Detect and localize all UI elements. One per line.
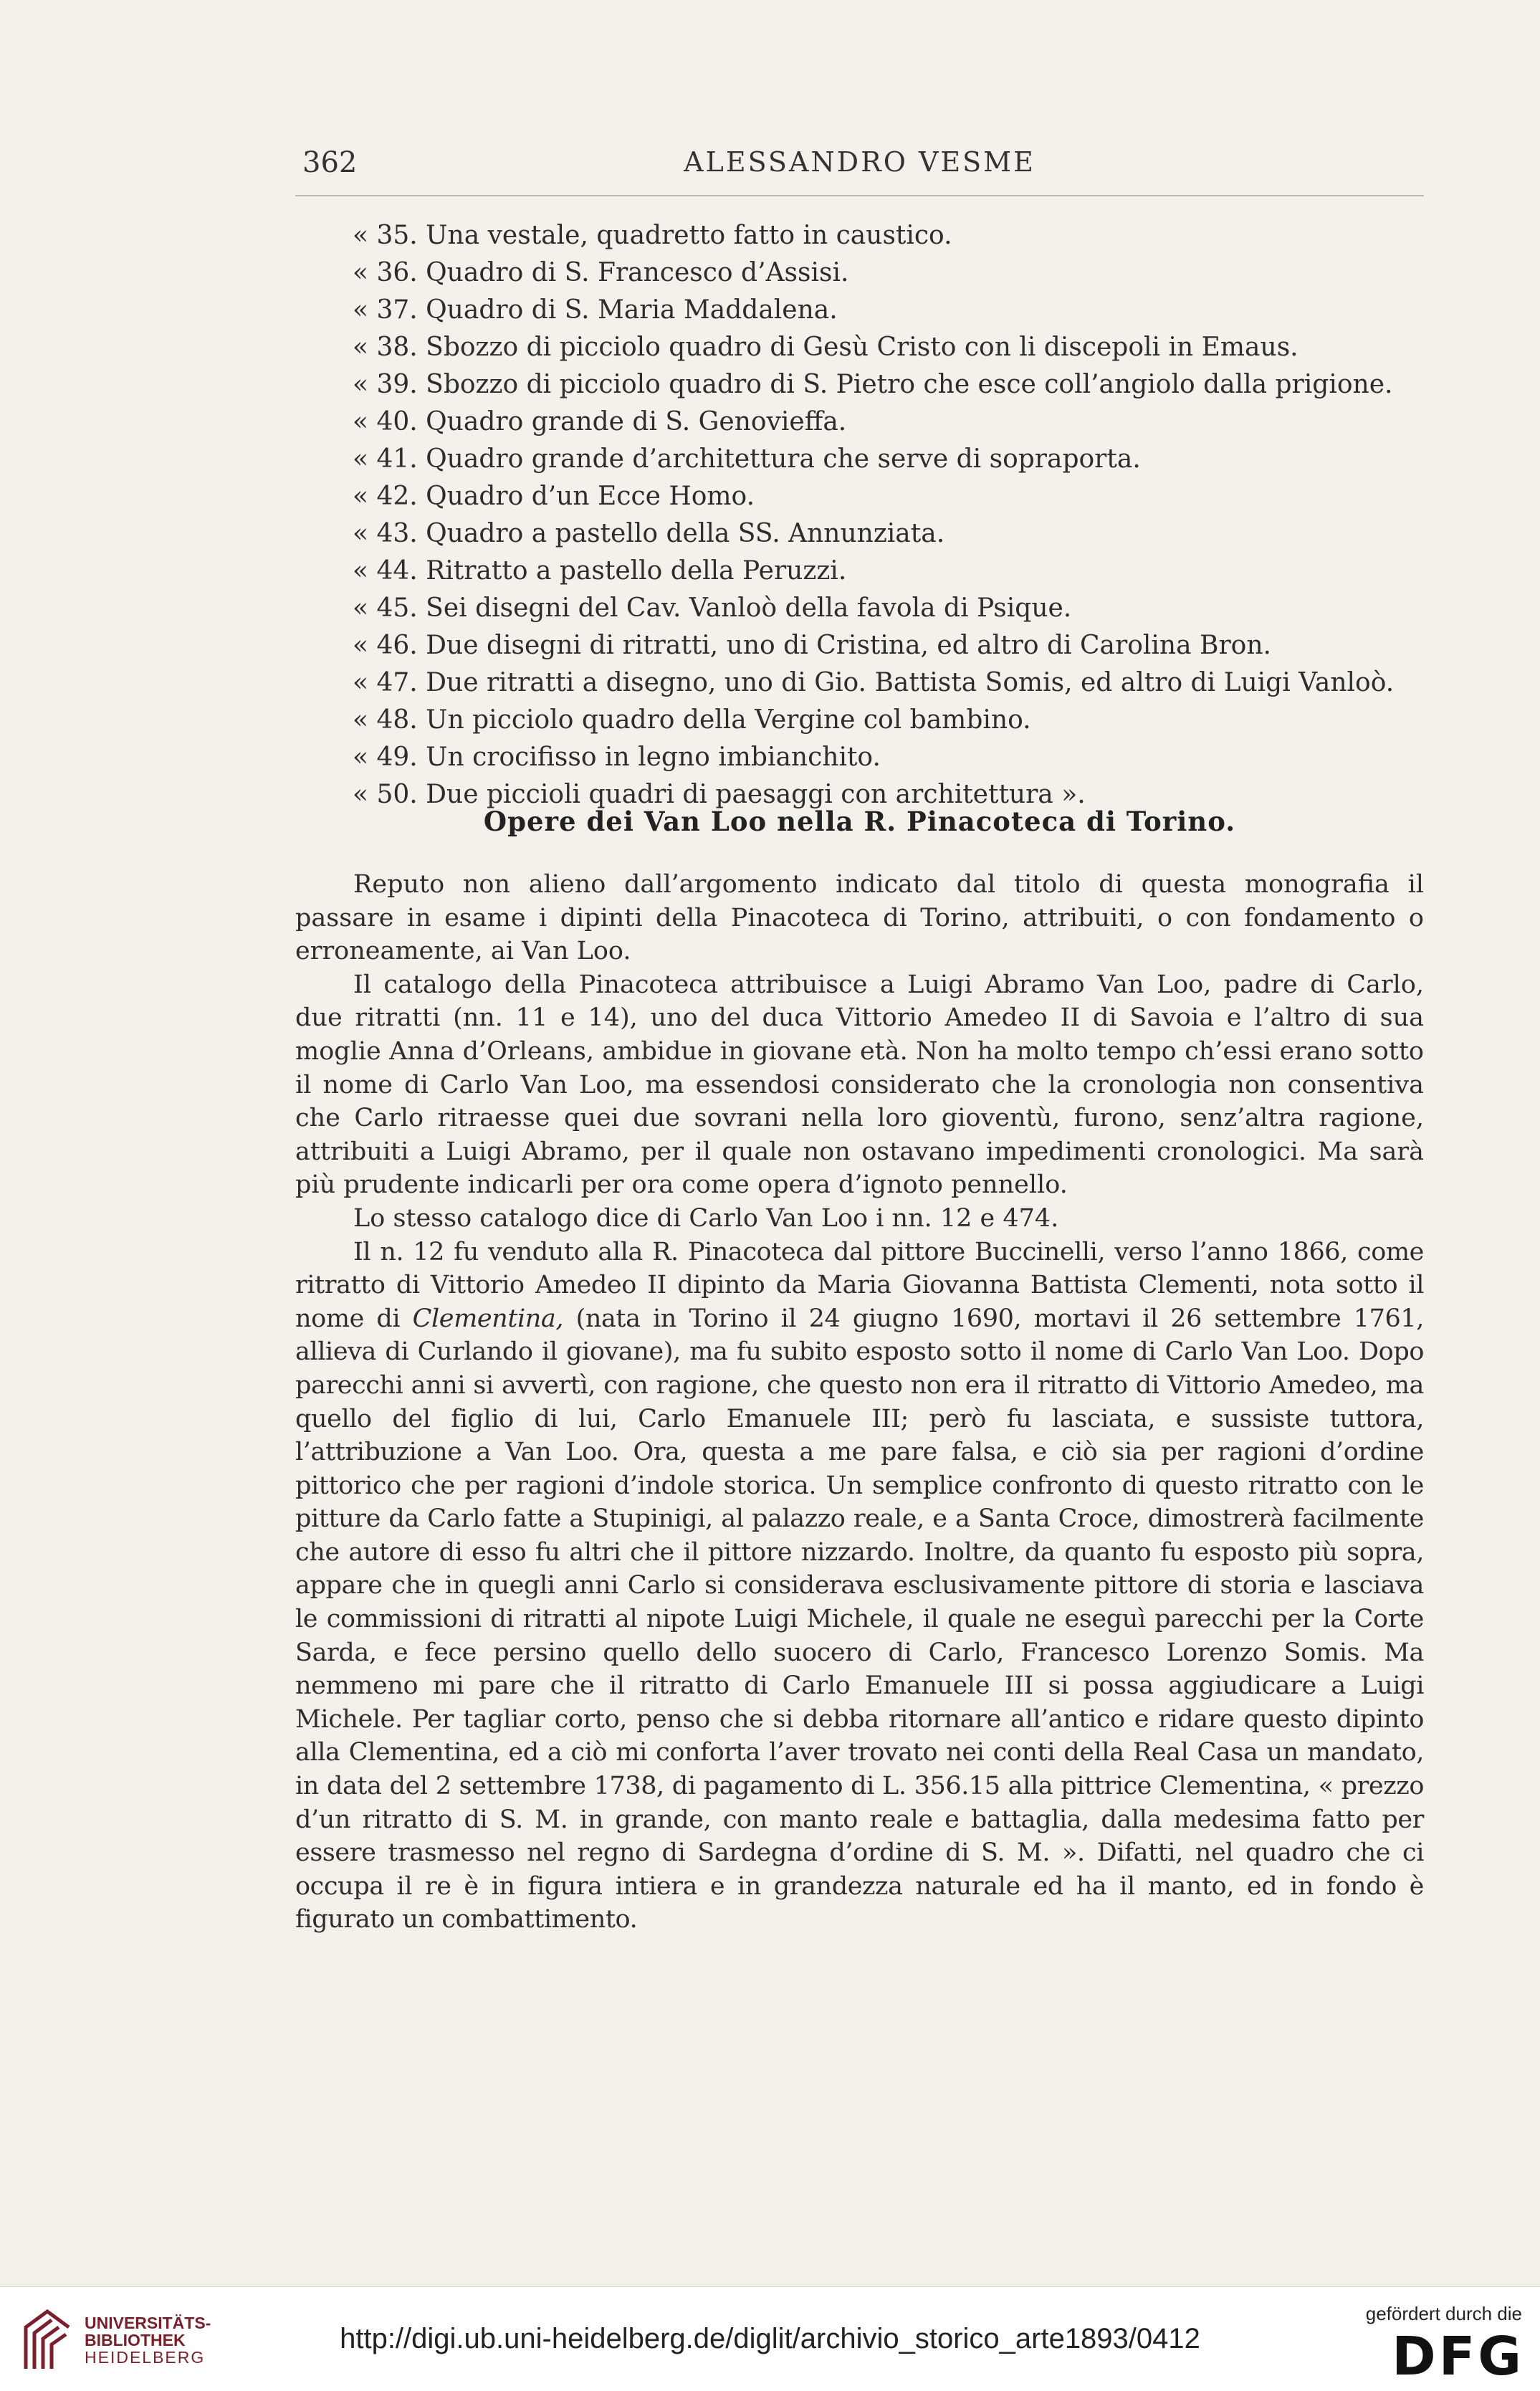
footer xyxy=(0,2287,1540,2391)
paragraph-intro: Reputo non alieno dall’argomento indicato dal titolo di questa monografia il passare in esame i dipinti della Pinacoteca di Torino, attribuiti, o con fondamento o erroneamente, ai Van Loo. xyxy=(295,870,1424,966)
library-name-line: BIBLIOTHEK xyxy=(85,2331,186,2349)
paragraph-n12-rest: (nata in Torino il 24 giugno 1690, mortavi il 26 settembre 1761, allieva di Curlando il giovane), ma fu subito esposto sotto il nome di Carlo Van Loo. Dopo parecchi anni si avvertì, con ragione, che questo non era il ritratto di Vittorio Amedeo, ma quello del figlio di lui, Carlo Emanuele III; però fu lasciata, e sussiste tuttora, l’attribuzione a Van Loo. Ora, questa a me pare falsa, e ciò sia per ragioni d’ordine pittorico che per ragioni d’indole storica. Un semplice confronto di questo ritratto con le pitture da Carlo fatte a Stupinigi, al palazzo reale, e a Santa Croce, dimostrerà facilmente che autore di esso fu altri che il pittore nizzardo. Inoltre, da quanto fu esposto più sopra, appare che in quegli anni Carlo si considerava esclusivamente pittore di storia e lasciava le commissioni di ritratti al nipote Luigi Michele, il quale ne eseguì parecchi per la Corte Sarda, e fece persino quello dello suocero di Carlo, Francesco Lorenzo Somis. Ma nemmeno mi pare che il ritratto di Carlo Emanuele III si possa aggiudicare a Luigi Michele. Per tagliar corto, penso che si debba ritornare all’antico e ridare questo dipinto alla Clementina, ed a ciò mi conforta l’aver trovato nei conti della Real Casa un mandato, in data del 2 settembre 1738, di pagamento di L. 356.15 alla pittrice Clementina, « prezzo d’un ritratto di S. M. in grande, con manto reale e battaglia, dalla medesima fatto per essere trasmesso nel regno di Sardegna d’ordine di S. M. ». Difatti, nel quadro che ci occupa il re è in figura intiera e in grandezza naturale ed ha il manto, ed in fondo è figurato un combattimento. xyxy=(295,1304,1424,1934)
paragraph-stesso-catalogo: Lo stesso catalogo dice di Carlo Van Loo i nn. 12 e 474. xyxy=(353,1203,1059,1233)
library-name-line: HEIDELBERG xyxy=(85,2348,206,2367)
permalink-url[interactable]: http://digi.ub.uni-heidelberg.de/diglit/archivio_storico_arte1893/0412 xyxy=(340,2323,1200,2354)
list-item: « 39. Sbozzo di picciolo quadro di S. Pietro che esce coll’angiolo dalla prigione. xyxy=(353,370,1393,399)
list-item: « 43. Quadro a pastello della SS. Annunziata. xyxy=(353,519,945,548)
paragraph-n12-start: Il n. 12 fu venduto alla R. Pinacoteca dal pittore Buccinelli, verso l’anno 1866, come ritratto di Vittorio Amedeo II dipinto da Maria Giovanna Battista Clementi, nota sotto il nome di xyxy=(295,1237,1424,1333)
paragraph-catalogo: Il catalogo della Pinacoteca attribuisce a Luigi Abramo Van Loo, padre di Carlo, due ritratti (nn. 11 e 14), uno del duca Vittorio Amedeo II di Savoia e l’altro di sua moglie Anna d’Orleans, ambidue in giovane età. Non ha molto tempo ch’essi erano sotto il nome di Carlo Van Loo, ma essendosi considerato che la cronologia non consentiva che Carlo ritraesse quei due sovrani nella loro gioventù, furono, senz’altra ragione, attribuiti a Luigi Abramo, per il quale non ostavano impedimenti cronologici. Ma sarà più prudente indicarli per ora come opera d’ignoto pennello. xyxy=(295,970,1424,1200)
library-name-line: UNIVERSITÄTS- xyxy=(85,2314,211,2332)
dfg-logo: DFG xyxy=(1392,2326,1524,2387)
list-item: « 50. Due piccioli quadri di paesaggi con architettura ». xyxy=(353,780,1086,809)
italic-name-clementina: Clementina, xyxy=(412,1304,564,1333)
paragraph-n12 xyxy=(295,1236,1424,1937)
list-item: « 37. Quadro di S. Maria Maddalena. xyxy=(353,295,838,325)
page-header xyxy=(295,146,1424,189)
page-number: 362 xyxy=(302,146,358,179)
list-item: « 36. Quadro di S. Francesco d’Assisi. xyxy=(353,258,849,287)
inventory-list xyxy=(353,217,1394,813)
list-item: « 49. Un crocifisso in legno imbianchito. xyxy=(353,743,881,772)
list-item: « 41. Quadro grande d’architettura che serve di sopraporta. xyxy=(353,444,1141,474)
list-item: « 45. Sei disegni del Cav. Vanloò della favola di Psique. xyxy=(353,593,1072,623)
list-item: « 35. Una vestale, quadretto fatto in caustico. xyxy=(353,221,952,250)
list-item: « 38. Sbozzo di picciolo quadro di Gesù Cristo con li discepoli in Emaus. xyxy=(353,333,1299,362)
running-title: ALESSANDRO VESME xyxy=(684,146,1036,178)
list-item: « 42. Quadro d’un Ecce Homo. xyxy=(353,482,755,511)
funding-caption: gefördert durch die xyxy=(1365,2303,1522,2324)
section-heading: Opere dei Van Loo nella R. Pinacoteca di Torino. xyxy=(483,806,1236,837)
list-item: « 46. Due disegni di ritratti, uno di Cristina, ed altro di Carolina Bron. xyxy=(353,631,1271,660)
header-rule xyxy=(295,195,1424,196)
list-item: « 47. Due ritratti a disegno, uno di Gio. Battista Somis, ed altro di Luigi Vanloò. xyxy=(353,668,1395,697)
list-item: « 40. Quadro grande di S. Genovieffa. xyxy=(353,407,847,436)
list-item: « 48. Un picciolo quadro della Vergine col bambino. xyxy=(353,705,1031,735)
body-text xyxy=(295,868,1424,1937)
list-item: « 44. Ritratto a pastello della Peruzzi. xyxy=(353,556,847,586)
